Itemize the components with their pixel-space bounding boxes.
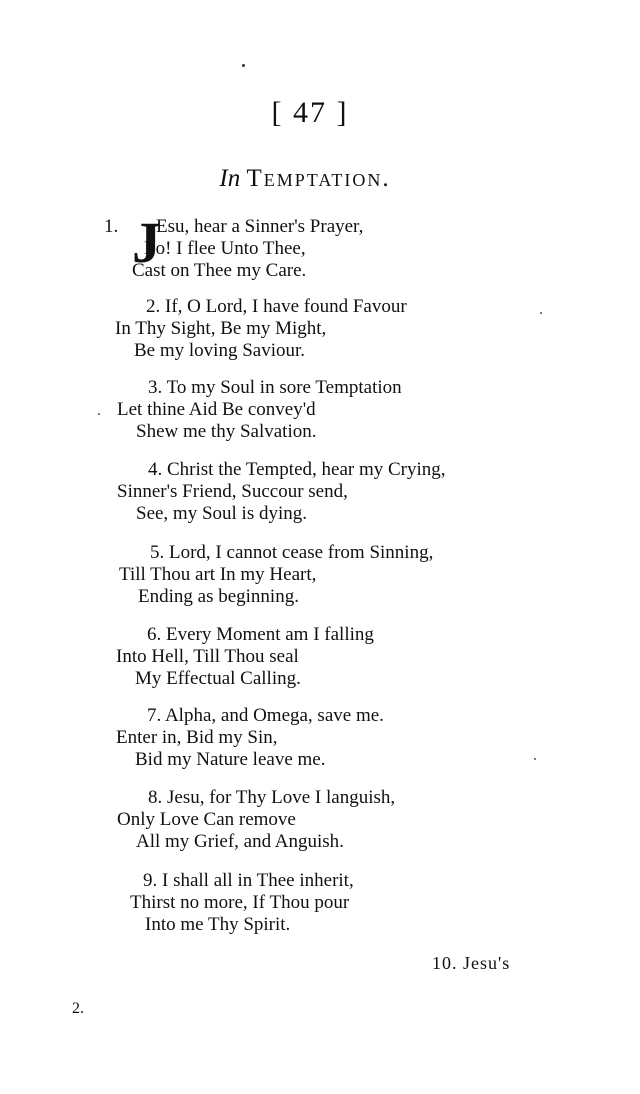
page-number: [ 47 ] (271, 96, 349, 129)
verse-3 (117, 377, 402, 443)
verse-line: Esu, hear a Sinner's Prayer, (156, 216, 364, 237)
verse-line: See, my Soul is dying. (136, 503, 308, 524)
verse-line: Lo! I flee Unto Thee, (144, 238, 306, 259)
verse-6 (116, 624, 374, 690)
verse-line: Thirst no more, If Thou pour (130, 892, 350, 913)
drop-cap: J (132, 210, 161, 275)
ink-speck (242, 64, 245, 67)
verse-line: 6. Every Moment am I falling (147, 624, 374, 645)
verse-line: 9. I shall all in Thee inherit, (143, 870, 354, 891)
hymn-title-main: Temptation. (246, 165, 391, 192)
ink-speck (540, 312, 542, 314)
verse-5 (119, 542, 433, 608)
hymn-title (0, 165, 610, 193)
verse-line: Shew me thy Salvation. (136, 421, 317, 442)
verse-line: Cast on Thee my Care. (132, 260, 307, 281)
signature-mark: 2. (72, 1000, 84, 1017)
verse-line: Sinner's Friend, Succour send, (117, 481, 348, 502)
verse-7 (116, 705, 384, 771)
verse-number: 1. (104, 216, 119, 237)
verse-line: Enter in, Bid my Sin, (116, 727, 278, 748)
verse-line: All my Grief, and Anguish. (136, 831, 344, 852)
verse-line: Let thine Aid Be convey'd (117, 399, 316, 420)
verse-line: 4. Christ the Tempted, hear my Crying, (148, 459, 446, 480)
verse-line: My Effectual Calling. (135, 668, 301, 689)
hymn-title-prefix: In (219, 165, 241, 192)
ink-speck (98, 413, 100, 415)
verse-line: Be my loving Saviour. (134, 340, 305, 361)
verse-line: 7. Alpha, and Omega, save me. (147, 705, 384, 726)
verse-line: 8. Jesu, for Thy Love I languish, (148, 787, 396, 808)
catchword: 10. Jesu's (432, 953, 511, 973)
verse-2 (115, 296, 407, 362)
verse-line: Into me Thy Spirit. (145, 914, 291, 935)
verse-line: In Thy Sight, Be my Might, (115, 318, 327, 339)
verse-4 (117, 459, 446, 525)
ink-speck (534, 758, 536, 760)
verse-line: 2. If, O Lord, I have found Favour (146, 296, 407, 317)
verse-line: 3. To my Soul in sore Temptation (148, 377, 402, 398)
verse-line: Only Love Can remove (117, 809, 296, 830)
verse-8 (117, 787, 395, 853)
verse-line: Ending as beginning. (138, 586, 299, 607)
verse-9 (130, 870, 354, 936)
verse-line: 5. Lord, I cannot cease from Sinning, (150, 542, 434, 563)
verse-line: Into Hell, Till Thou seal (116, 646, 299, 667)
verse-line: Bid my Nature leave me. (135, 749, 326, 770)
verse-line: Till Thou art In my Heart, (119, 564, 317, 585)
